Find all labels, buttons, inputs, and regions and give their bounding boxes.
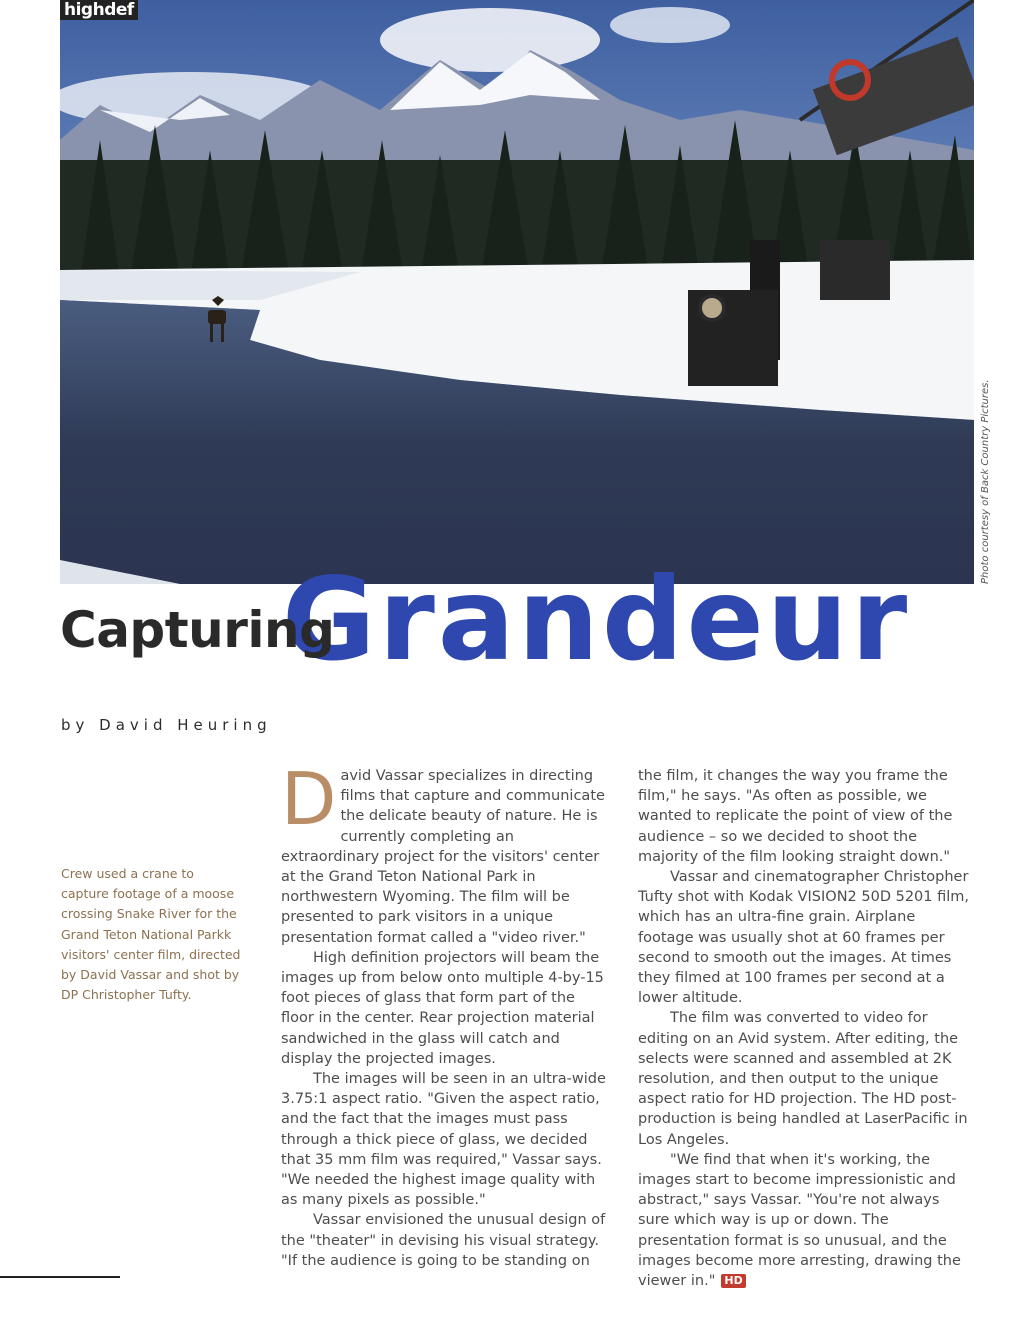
byline: by David Heuring <box>61 716 272 734</box>
drop-cap: D <box>281 757 337 841</box>
paragraph: Vassar and cinematographer Christopher Tufty shot with Kodak VISION2 50D 5201 film, which has an ultra-fine grain. Airplane footage was usually shot at 60 frames per second to smooth out the images. At times they filmed at 100 frames per second at a lower altitude. <box>638 869 970 1007</box>
photo-credit-text: Photo courtesy of Back Country Pictures. <box>980 379 991 584</box>
paragraph: The film was converted to video for editing on an Avid system. After editing, the selects were scanned and assembled at 2K resolution, and then output to the unique aspect ratio for HD projection. The HD post-production is being handled at LaserPacific in Los Angeles. <box>638 1010 968 1148</box>
paragraph-text: avid Vassar specializes in directing films that capture and communicate the delicate beauty of nature. He is currently completing an extraordinary project for the visitors' center at the Grand Teton National Park in northwestern Wyoming. The film will be presented to park visitors in a unique presentation format called a "video river." <box>281 768 605 946</box>
paragraph: High definition projectors will beam the images up from below onto multiple 4-by-15 foot pieces of glass that form part of the floor in the center. Rear projection material sandwiched in the glass will catch and display the projected images. <box>281 949 604 1067</box>
hero-photo <box>60 0 974 584</box>
title-grandeur: Grandeur <box>282 553 911 686</box>
paragraph <box>281 757 611 948</box>
title-capturing: Capturing <box>60 601 335 659</box>
paragraph: The images will be seen in an ultra-wide 3.75:1 aspect ratio. "Given the aspect ratio, and the fact that the images must pass through a thick piece of glass, we decided that 35 mm film was required," Vassar says. "We needed the highest image quality with as many pixels as possible." <box>281 1071 606 1209</box>
paragraph-text: "We find that when it's working, the images start to become impressionistic and abstract," says Vassar. "You're not always sure which way is up or down. The presentation format is so unusual, and the images become more arresting, drawing the viewer in." <box>638 1151 961 1290</box>
paragraph <box>638 1150 974 1291</box>
article-column-1 <box>281 757 611 1271</box>
article-column-2 <box>638 766 974 1291</box>
hd-end-badge: HD <box>721 1274 745 1288</box>
photo-caption <box>61 864 243 1005</box>
paragraph: the film, it changes the way you frame the film," he says. "As often as possible, we wanted to replicate the point of view of the audience – so we decided to shoot the majority of the film looking straight down." <box>638 768 953 865</box>
footer-rule <box>0 1276 120 1278</box>
section-tag: highdef <box>60 0 138 20</box>
paragraph: Vassar envisioned the unusual design of the "theater" in devising his visual strategy. "If the audience is going to be standing on <box>281 1212 606 1269</box>
article-title <box>0 553 1023 700</box>
caption-text: Crew used a crane to capture footage of a moose crossing Snake River for the Grand Teton National Parkk visitors' center film, directed by David Vassar and shot by DP Christopher Tufty. <box>61 866 241 1003</box>
